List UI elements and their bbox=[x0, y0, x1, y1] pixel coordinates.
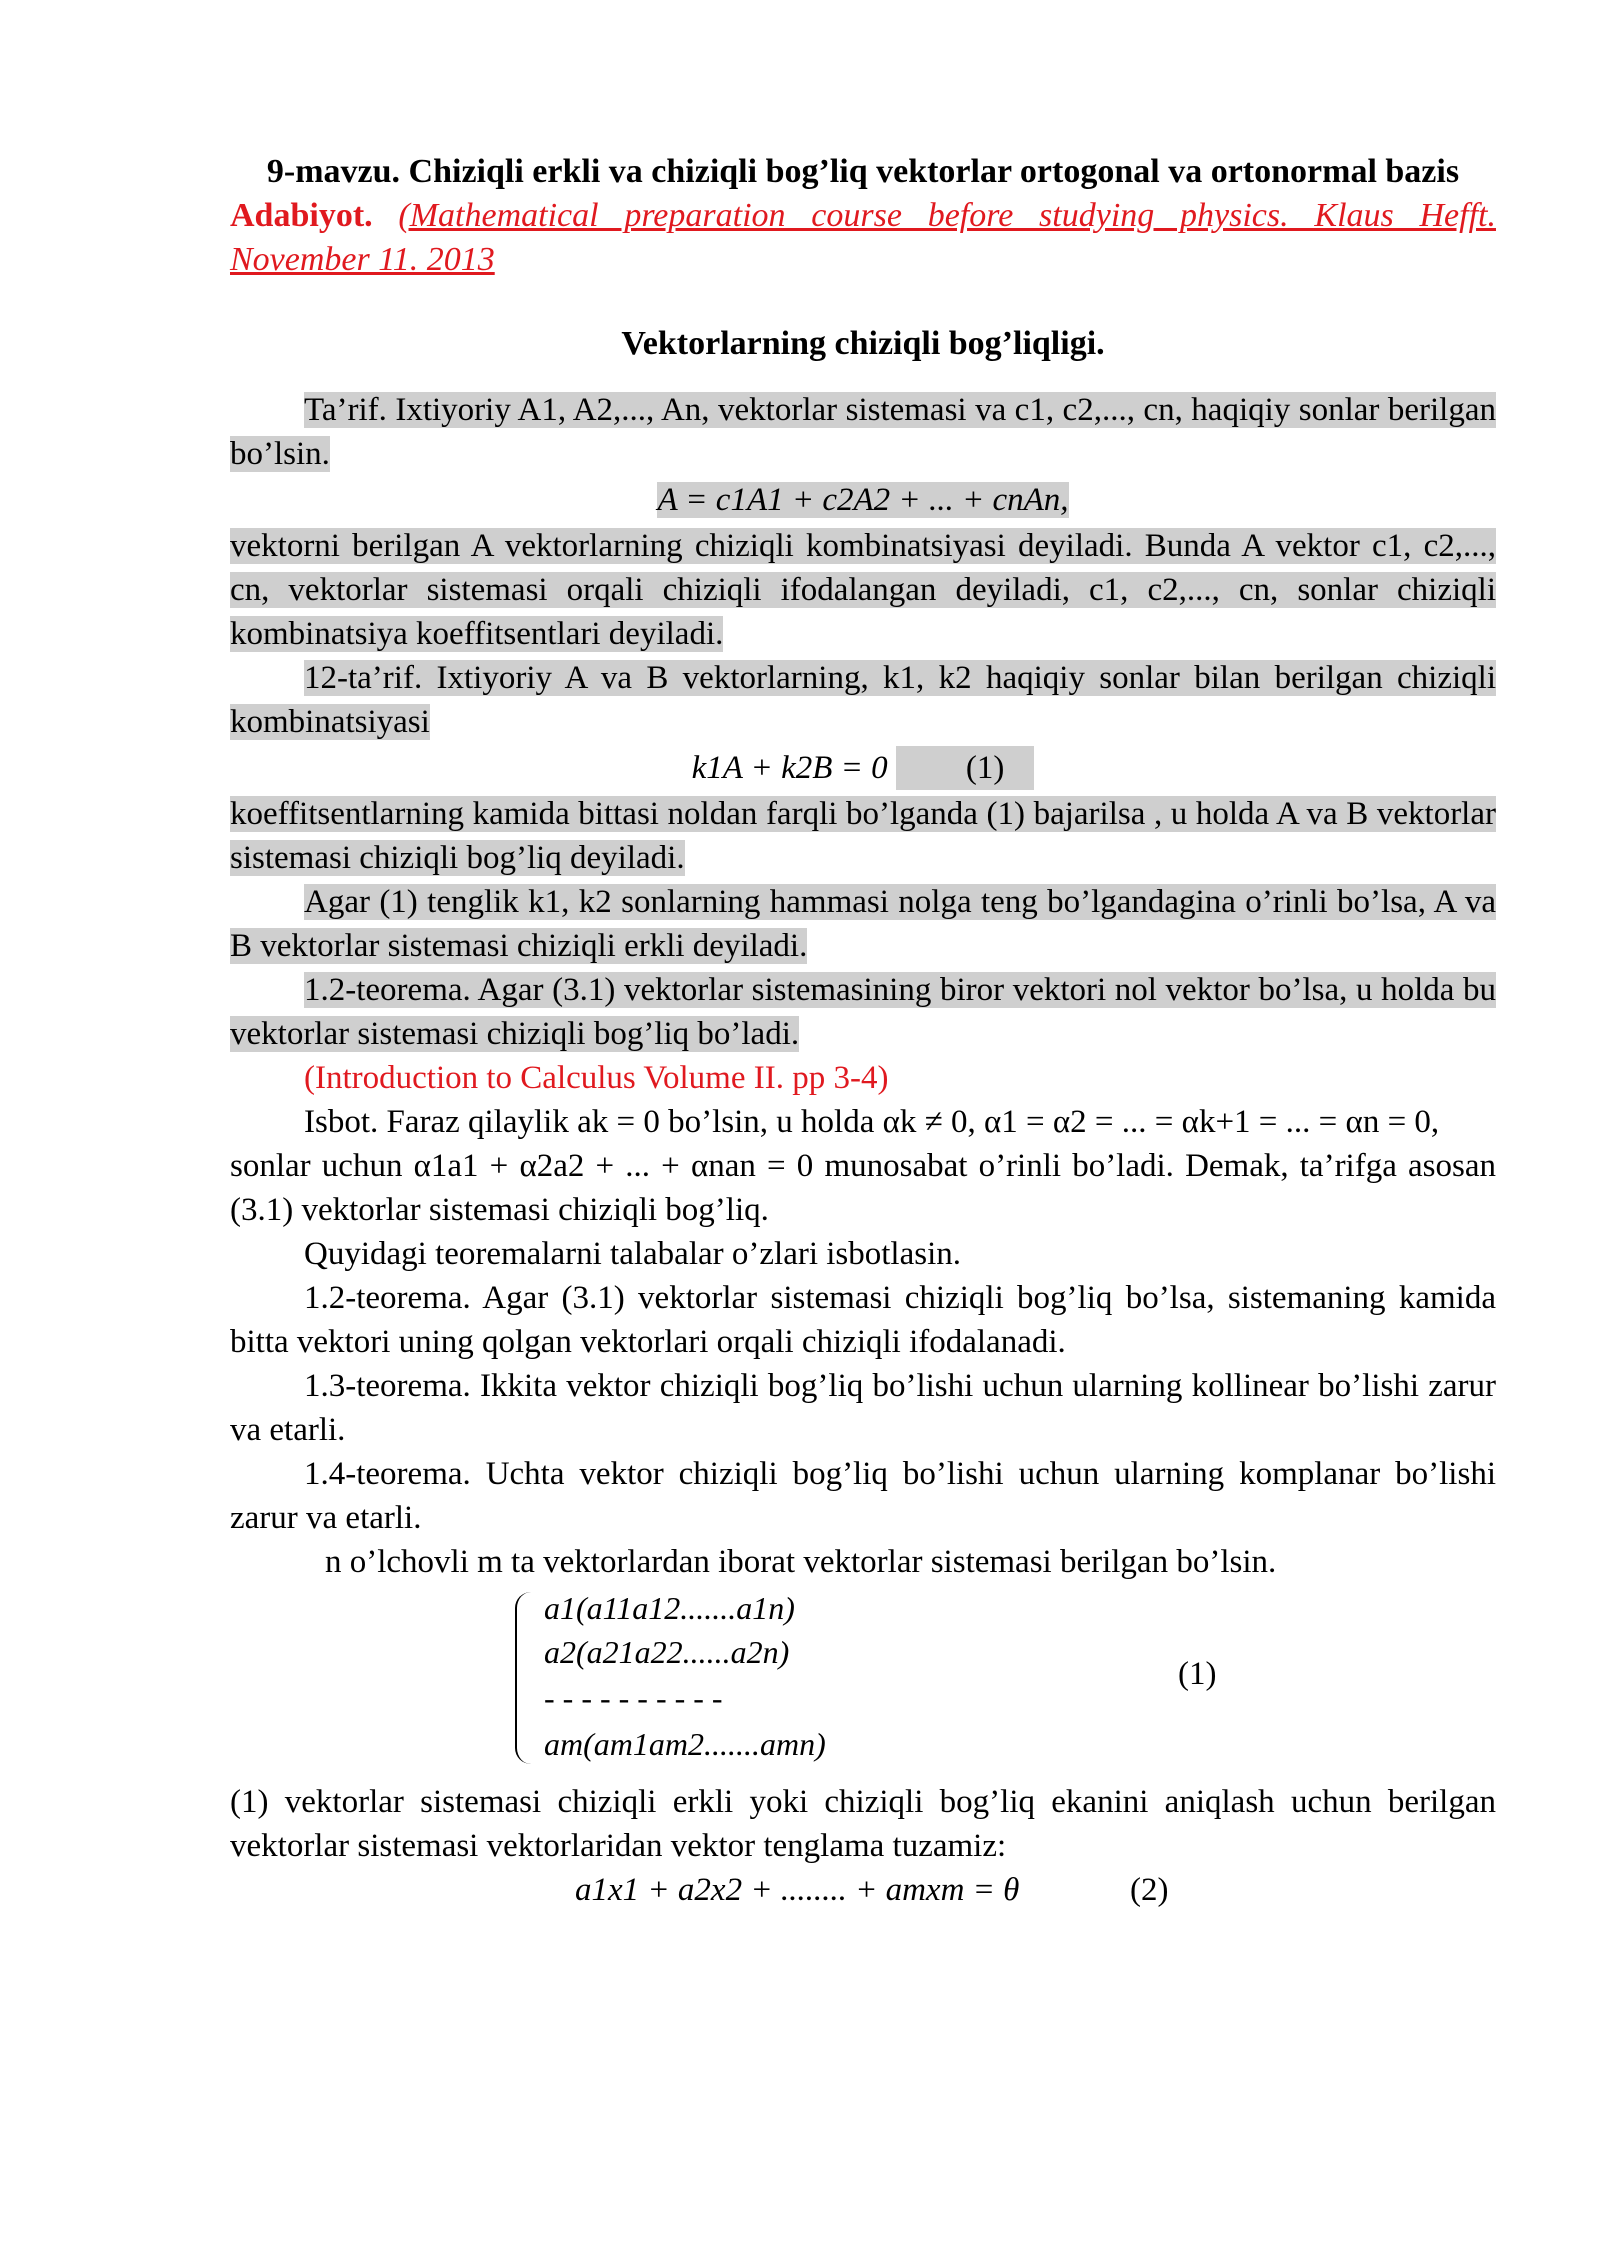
equation-text: a1x1 + a2x2 + ........ + amxm = θ bbox=[575, 1872, 1020, 1908]
reference-2: (Introduction to Calculus Volume II. pp 3-4) bbox=[304, 1060, 889, 1096]
system-brace bbox=[515, 1592, 539, 1764]
section-title: Vektorlarning chiziqli bog’liqligi. bbox=[621, 325, 1105, 362]
system-row: a2(a21a22......a2n) bbox=[544, 1634, 790, 1670]
page-title: 9-mavzu. Chiziqli erkli va chiziqli bog’liq vektorlar ortogonal va ortonormal bazis bbox=[266, 153, 1460, 190]
literature-label: Adabiyot. bbox=[230, 197, 373, 234]
theorem-1-4-paragraph: 1.4-teorema. Uchta vektor chiziqli bog’liq bo’lishi uchun ularning komplanar bo’lishi zarur va etarli. bbox=[230, 1456, 1496, 1536]
theorem-1-2b-paragraph: 1.2-teorema. Agar (3.1) vektorlar sistemasi chiziqli bog’liq bo’lsa, sistemaning kamida bitta vektori uning qolgan vektorlari orqali chiziqli ifodalanadi. bbox=[230, 1280, 1496, 1360]
system-intro: n o’lchovli m ta vektorlardan iborat vektorlar sistemasi berilgan bo’lsin. bbox=[325, 1544, 1277, 1580]
vector-system bbox=[230, 1586, 1496, 1776]
paragraph-text: 12-ta’rif. Ixtiyoriy A va B vektorlarning, k1, k2 haqiqiy sonlar bilan berilgan chiziqli kombinatsiyasi bbox=[230, 660, 1496, 740]
paragraph-text: koeffitsentlarning kamida bittasi noldan farqli bo’lganda (1) bajarilsa , u holda A va B vektorlar sistemasi chiziqli bog’liq deyiladi. bbox=[230, 796, 1496, 876]
document-body bbox=[230, 150, 1496, 1912]
literature-text: (Mathematical preparation course before studying physics. Klaus Hefft. November 11. 2013 bbox=[230, 197, 1496, 278]
equation-number: (1) bbox=[896, 746, 1034, 790]
proof-paragraph: Isbot. Faraz qilaylik ak = 0 bo’lsin, u holda αk ≠ 0, α1 = α2 = ... = αk+1 = ... = αn = 0, bbox=[304, 1104, 1440, 1140]
equation-1 bbox=[230, 746, 1496, 790]
theorem-1-2-paragraph bbox=[230, 968, 1496, 1056]
system-row: - - - - - - - - - - bbox=[544, 1680, 723, 1716]
definition-text: Ta’rif. Ixtiyoriy A1, A2,..., An, vektorlar sistemasi va c1, c2,..., cn, haqiqiy sonlar berilgan bo’lsin. bbox=[230, 392, 1496, 472]
system-row: am(am1am2.......amn) bbox=[544, 1726, 826, 1762]
proof-continuation: sonlar uchun α1a1 + α2a2 + ... + αnan = 0 munosabat o’rinli bo’ladi. Demak, ta’rifga asosan (3.1) vektorlar sistemasi chiziqli bog’liq. bbox=[230, 1148, 1496, 1228]
literature-reference bbox=[230, 194, 1496, 282]
dependence-paragraph bbox=[230, 792, 1496, 880]
theorem-1-3-paragraph: 1.3-teorema. Ikkita vektor chiziqli bog’liq bo’lishi uchun ularning kollinear bo’lishi zarur va etarli. bbox=[230, 1368, 1496, 1448]
equation-text: k1A + k2B = 0 bbox=[691, 750, 888, 786]
definition-12-paragraph bbox=[230, 656, 1496, 744]
equation-number: (2) bbox=[1130, 1872, 1169, 1908]
paragraph-text: 1.2-teorema. Agar (3.1) vektorlar sistemasining biror vektori nol vektor bo’lsa, u holda bu vektorlar sistemasi chiziqli bog’liq bo’ladi. bbox=[230, 972, 1496, 1052]
vector-equation-paragraph: (1) vektorlar sistemasi chiziqli erkli yoki chiziqli bog’liq ekanini aniqlash uchun berilgan vektorlar sistemasi vektorlaridan vektor tenglama tuzamiz: bbox=[230, 1784, 1496, 1864]
paragraph-text: vektorni berilgan A vektorlarning chiziqli kombinatsiyasi deyiladi. Bunda A vektor c1, c2,..., cn, vektorlar sistemasi orqali chiziqli ifodalangan deyiladi, c1, c2,..., cn, sonlar chiziqli kombinatsiya koeffitsentlari deyiladi. bbox=[230, 528, 1496, 652]
equation-2 bbox=[230, 1868, 1496, 1912]
exercise-intro: Quyidagi teoremalarni talabalar o’zlari isbotlasin. bbox=[304, 1236, 962, 1272]
linear-combination-paragraph bbox=[230, 524, 1496, 656]
system-row: a1(a11a12.......a1n) bbox=[544, 1590, 795, 1626]
independence-paragraph bbox=[230, 880, 1496, 968]
definition-paragraph bbox=[230, 388, 1496, 476]
system-number: (1) bbox=[1178, 1656, 1217, 1692]
paragraph-text: Agar (1) tenglik k1, k2 sonlarning hammasi nolga teng bo’lgandagina o’rinli bo’lsa, A va B vektorlar sistemasi chiziqli erkli deyiladi. bbox=[230, 884, 1496, 964]
linear-combination-formula bbox=[230, 478, 1496, 522]
formula-text: A = c1A1 + c2A2 + ... + cnAn, bbox=[657, 482, 1069, 518]
